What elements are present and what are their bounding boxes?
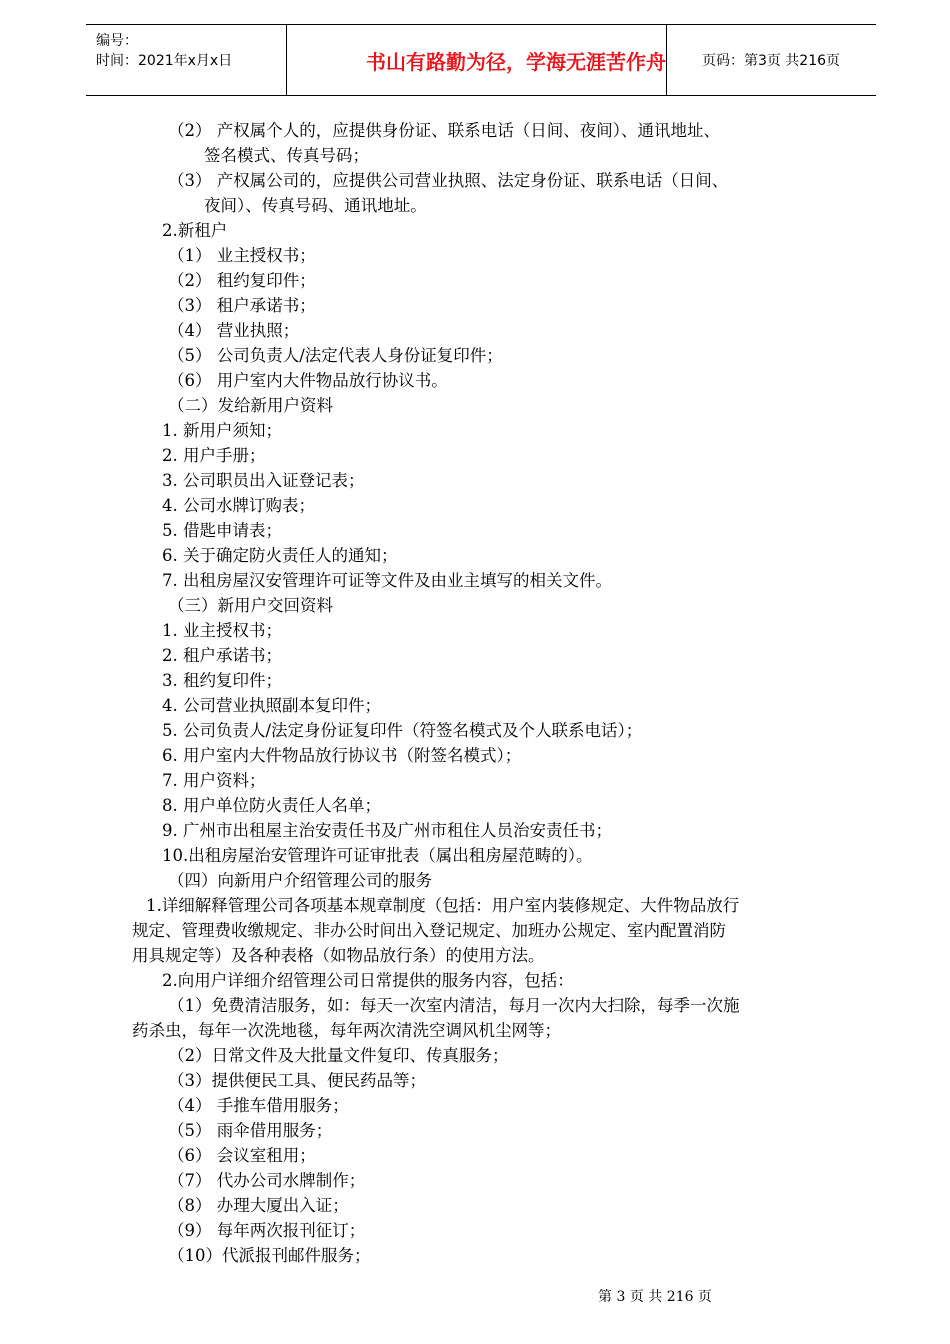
text-line: 5. 借匙申请表； <box>162 521 282 540</box>
text-line: 签名模式、传真号码； <box>204 146 369 165</box>
text-line: 药杀虫，每年一次洗地毯，每年两次清洗空调风机尘网等； <box>132 1021 561 1040</box>
text-line: 7. 出租房屋汉安管理许可证等文件及由业主填写的相关文件。 <box>162 571 612 590</box>
text-line: 10.出租房屋治安管理许可证审批表（属出租房屋范畴的）。 <box>162 846 593 865</box>
text-line: 3. 租约复印件； <box>162 671 282 690</box>
page-footer: 第 3 页 共 216 页 <box>598 1289 712 1305</box>
text-line: （2）日常文件及大批量文件复印、传真服务； <box>168 1046 509 1065</box>
text-line: （4） 营业执照； <box>168 321 300 340</box>
text-line: 2.向用户详细介绍管理公司日常提供的服务内容，包括： <box>162 971 574 990</box>
header-number: 编号： <box>96 33 138 49</box>
header-time: 时间：2021年x月x日 <box>96 53 233 69</box>
text-line: （3） 产权属公司的，应提供公司营业执照、法定身份证、联系电话（日间、 <box>168 171 729 190</box>
text-line: （5） 雨伞借用服务； <box>168 1121 333 1140</box>
text-line: 4. 公司水牌订购表； <box>162 496 315 515</box>
text-line: 8. 用户单位防火责任人名单； <box>162 796 381 815</box>
text-line: （3）提供便民工具、便民药品等； <box>168 1071 426 1090</box>
text-line: （6） 用户室内大件物品放行协议书。 <box>168 371 448 390</box>
page-header <box>86 24 876 96</box>
text-line: 1.详细解释管理公司各项基本规章制度（包括：用户室内装修规定、大件物品放行 <box>146 896 740 915</box>
text-line: （7） 代办公司水牌制作； <box>168 1171 366 1190</box>
section-heading: （三）新用户交回资料 <box>168 596 333 615</box>
text-line: 9. 广州市出租屋主治安责任书及广州市租住人员治安责任书； <box>162 821 612 840</box>
text-line: 5. 公司负责人/法定身份证复印件（符签名模式及个人联系电话）； <box>162 721 643 740</box>
text-line: 夜间）、传真号码、通讯地址。 <box>204 196 427 215</box>
text-line: （9） 每年两次报刊征订； <box>168 1221 366 1240</box>
header-meta <box>96 31 232 71</box>
text-line: （1） 业主授权书； <box>168 246 316 265</box>
text-line: 规定、管理费收缴规定、非办公时间出入登记规定、加班办公规定、室内配置消防 <box>132 921 726 940</box>
section-heading: （四）向新用户介绍管理公司的服务 <box>168 871 432 890</box>
text-line: （10）代派报刊邮件服务； <box>168 1246 371 1265</box>
text-line: （3） 租户承诺书； <box>168 296 316 315</box>
text-line: 用具规定等）及各种表格（如物品放行条）的使用方法。 <box>132 946 545 965</box>
text-line: 1. 业主授权书； <box>162 621 282 640</box>
text-line: （6） 会议室租用； <box>168 1146 316 1165</box>
text-line: 1. 新用户须知； <box>162 421 282 440</box>
section-heading: （二）发给新用户资料 <box>168 396 333 415</box>
text-line: （2） 租约复印件； <box>168 271 316 290</box>
header-page-number: 页码：第3页 共216页 <box>701 53 841 69</box>
text-line: 3. 公司职员出入证登记表； <box>162 471 365 490</box>
text-line: 2. 租户承诺书； <box>162 646 282 665</box>
text-line: 2.新租户 <box>162 221 228 240</box>
text-line: 6. 用户室内大件物品放行协议书（附签名模式）； <box>162 746 522 765</box>
text-line: （5） 公司负责人/法定代表人身份证复印件； <box>168 346 503 365</box>
text-line: 4. 公司营业执照副本复印件； <box>162 696 381 715</box>
text-line: 6. 关于确定防火责任人的通知； <box>162 546 398 565</box>
text-line: 7. 用户资料； <box>162 771 266 790</box>
text-line: （1）免费清洁服务，如：每天一次室内清洁，每月一次内大扫除，每季一次施 <box>168 996 740 1015</box>
text-line: （2） 产权属个人的，应提供身份证、联系电话（日间、夜间）、通讯地址、 <box>168 121 720 140</box>
text-line: （4） 手推车借用服务； <box>168 1096 349 1115</box>
text-line: 2. 用户手册； <box>162 446 266 465</box>
header-motto: 书山有路勤为径，学海无涯苦作舟 <box>366 49 666 74</box>
text-line: （8） 办理大厦出入证； <box>168 1196 349 1215</box>
